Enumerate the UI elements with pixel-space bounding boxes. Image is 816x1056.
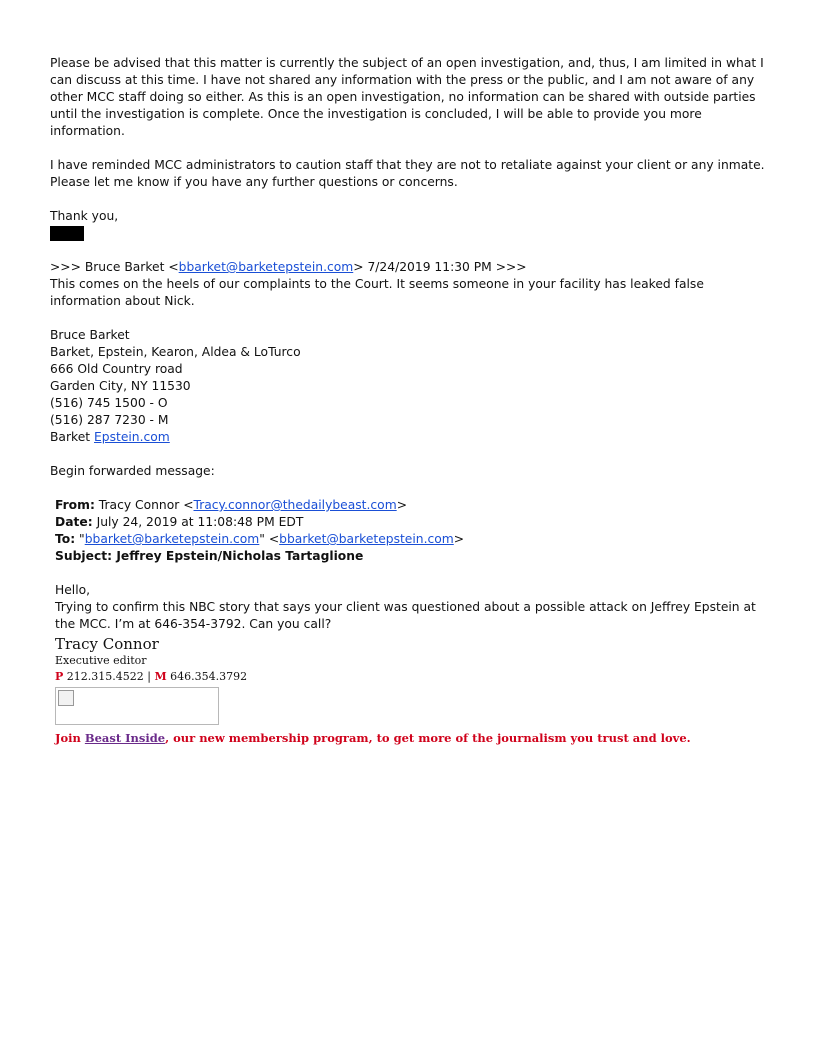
- membership-promo: Join Beast Inside, our new membership program, to get more of the journalism you trust and love.: [55, 731, 691, 745]
- email-document: [50, 55, 770, 747]
- signature-address-2: Garden City, NY 11530: [50, 379, 191, 393]
- broken-image-icon: [58, 690, 74, 706]
- quoted-body: This comes on the heels of our complaints to the Court. It seems someone in your facility has leaked false information about Nick.: [50, 277, 704, 308]
- forwarded-from: From: Tracy Connor <Tracy.connor@thedailybeast.com>: [55, 498, 407, 512]
- signature-website: Barket Epstein.com: [50, 430, 170, 444]
- quoted-header: >>> Bruce Barket <bbarket@barketepstein.com> 7/24/2019 11:30 PM >>>: [50, 260, 527, 274]
- signature-address-1: 666 Old Country road: [50, 362, 183, 376]
- signature-firm: Barket, Epstein, Kearon, Aldea & LoTurco: [50, 345, 301, 359]
- from-email-link[interactable]: Tracy.connor@thedailybeast.com: [193, 498, 397, 512]
- connor-signature-phones: P 212.315.4522 | M 646.354.3792: [55, 670, 248, 683]
- forwarded-subject: Subject: Jeffrey Epstein/Nicholas Tartaglione: [55, 549, 364, 563]
- website-link[interactable]: Epstein.com: [94, 430, 170, 444]
- broken-image-placeholder: [55, 687, 219, 725]
- signature-name: Bruce Barket: [50, 328, 130, 342]
- reply-paragraph-1: Please be advised that this matter is currently the subject of an open investigation, and, thus, I am limited in what I can discuss at this time. I have not shared any information with the press or the public, and I am not aware of any other MCC staff doing so either. As this is an open investigation, no information can be shared with outside parties until the investigation is complete. Once the investigation is concluded, I will be able to provide you more information.: [50, 56, 764, 138]
- connor-signature-name: Tracy Connor: [55, 635, 159, 653]
- forwarded-message: [55, 497, 770, 747]
- to-email-link-2[interactable]: bbarket@barketepstein.com: [279, 532, 454, 546]
- beast-inside-link[interactable]: Beast Inside: [84, 731, 166, 745]
- forwarded-to: To: "bbarket@barketepstein.com" <bbarket@barketepstein.com>: [55, 532, 465, 546]
- reply-paragraph-2: I have reminded MCC administrators to caution staff that they are not to retaliate against your client or any inmate. Please let me know if you have any further questions or concerns.: [50, 158, 765, 189]
- forwarded-greeting: Hello,: [55, 583, 91, 597]
- redacted-signature: [50, 225, 770, 242]
- forwarded-body: Trying to confirm this NBC story that says your client was questioned about a possible attack on Jeffrey Epstein at the MCC. I’m at 646-354-3792. Can you call?: [55, 600, 756, 631]
- forward-intro: Begin forwarded message:: [50, 464, 215, 478]
- connor-signature-title: Executive editor: [55, 654, 147, 667]
- forwarded-date: Date: July 24, 2019 at 11:08:48 PM EDT: [55, 515, 304, 529]
- signature-phone-mobile: (516) 287 7230 - M: [50, 413, 169, 427]
- signature-phone-office: (516) 745 1500 - O: [50, 396, 168, 410]
- redaction-block: [50, 226, 84, 241]
- to-email-link-1[interactable]: bbarket@barketepstein.com: [84, 532, 260, 546]
- barket-signature: [50, 327, 770, 446]
- quoted-header-email-link[interactable]: bbarket@barketepstein.com: [178, 260, 354, 274]
- reply-closing: Thank you,: [50, 209, 119, 223]
